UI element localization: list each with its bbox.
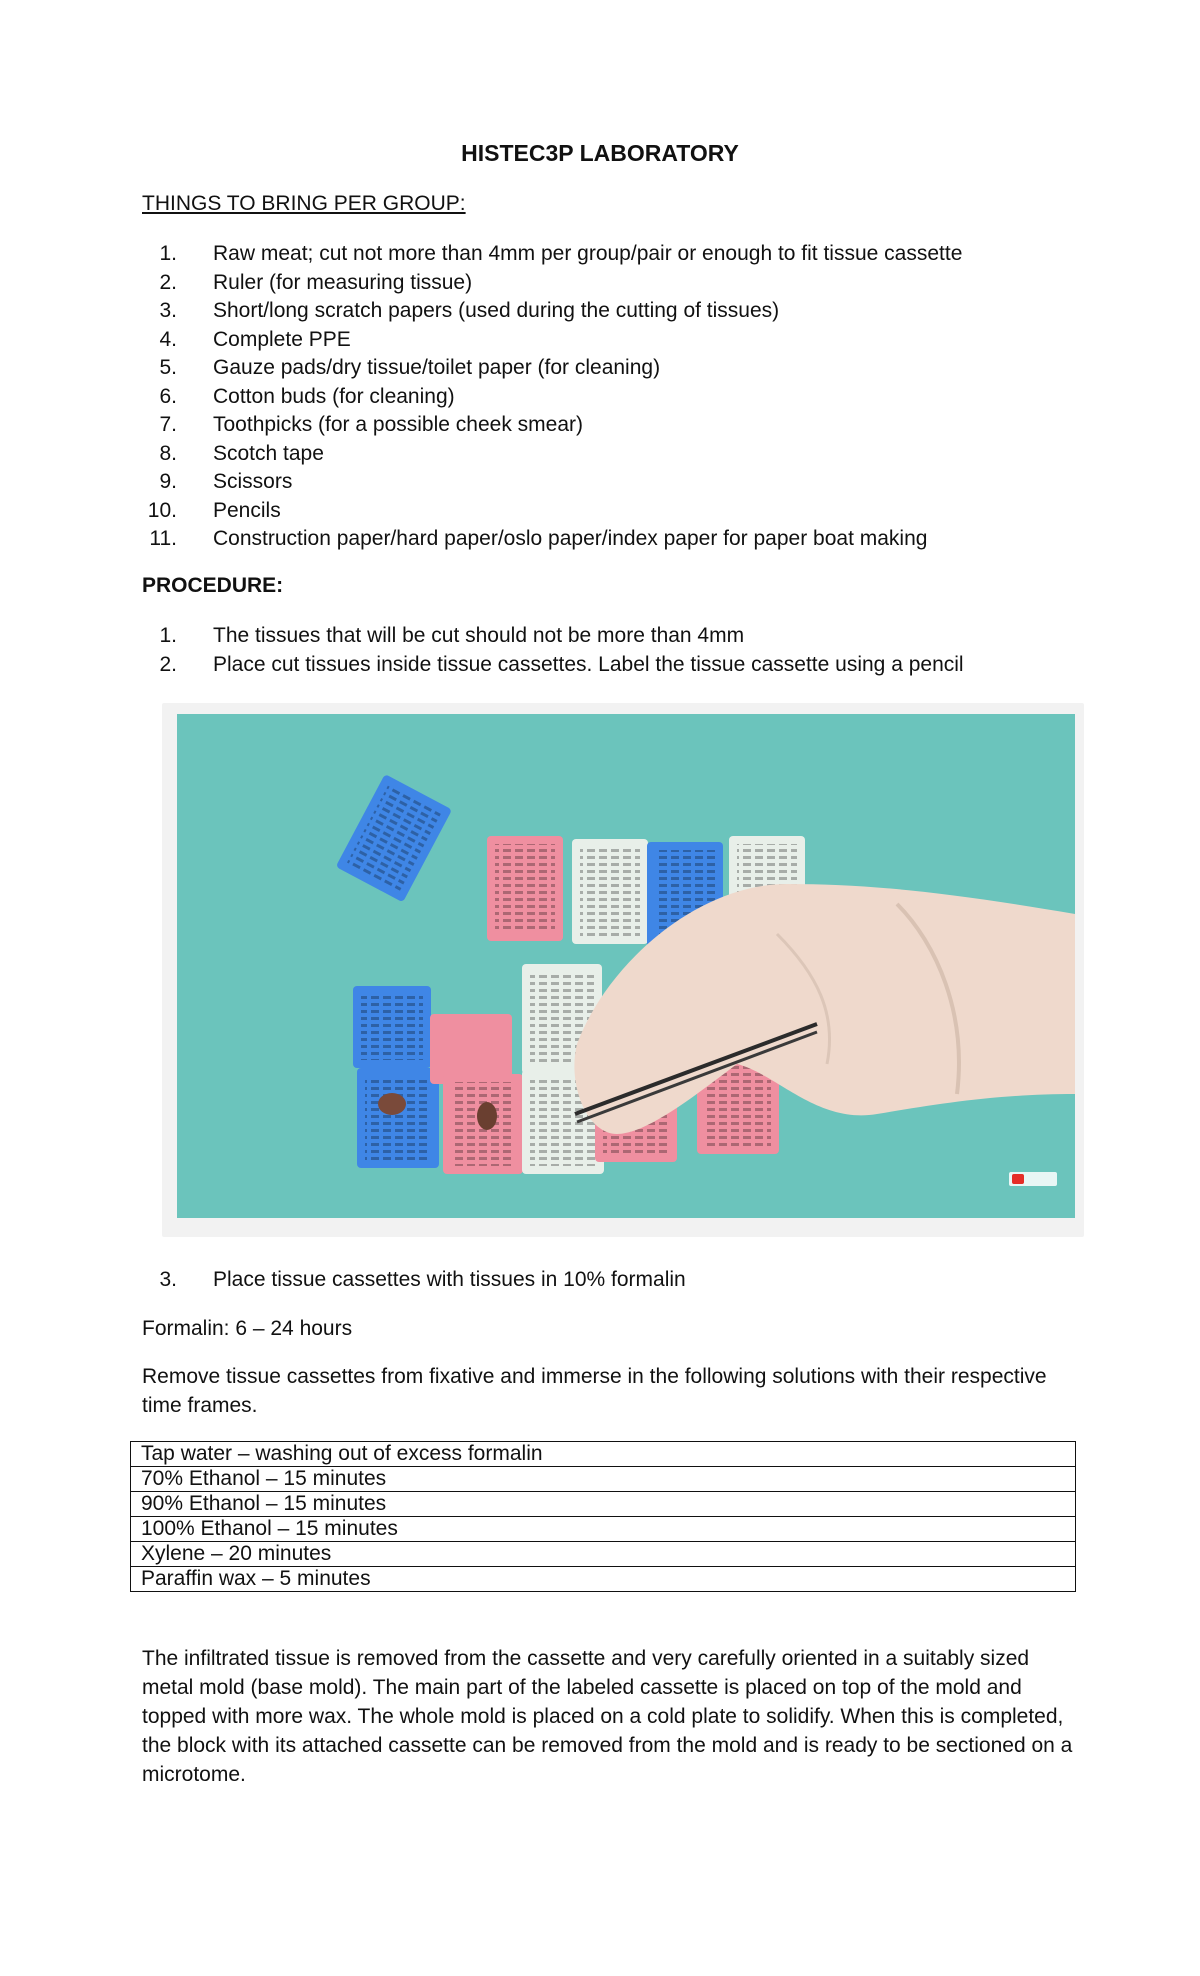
list-item-number: 1. xyxy=(159,624,177,647)
list-item-text: Short/long scratch papers (used during the cutting of tissues) xyxy=(213,299,780,322)
list-item-text: Cotton buds (for cleaning) xyxy=(213,384,455,408)
list-item-number: 6. xyxy=(159,384,177,408)
things-heading: THINGS TO BRING PER GROUP: xyxy=(142,192,466,215)
list-item-text: Pencils xyxy=(213,498,281,522)
list-item-text: Toothpicks (for a possible cheek smear) xyxy=(213,413,583,436)
list-item-number: 11. xyxy=(149,527,177,550)
table-cell: Tap water – washing out of excess formalin xyxy=(131,1442,1076,1467)
list-item-text: Ruler (for measuring tissue) xyxy=(213,270,473,294)
video-badge xyxy=(1009,1172,1057,1186)
list-item-text: Place tissue cassettes with tissues in 10% formalin xyxy=(213,1268,686,1291)
table-row xyxy=(131,1542,1076,1567)
list-item-number: 3. xyxy=(159,299,177,322)
list-item-text: Scissors xyxy=(213,470,293,493)
table-cell: 90% Ethanol – 15 minutes xyxy=(131,1492,1076,1517)
list-item-text: Raw meat; cut not more than 4mm per group/pair or enough to fit tissue cassette xyxy=(213,242,963,265)
table-row xyxy=(131,1442,1076,1467)
solutions-table xyxy=(130,1441,1076,1592)
list-item-number: 1. xyxy=(159,242,177,265)
table-cell: 70% Ethanol – 15 minutes xyxy=(131,1467,1076,1492)
cassette-blue-3 xyxy=(353,986,439,1168)
list-item-number: 8. xyxy=(159,441,177,465)
list-item-number: 4. xyxy=(159,327,177,351)
formalin-line: Formalin: 6 – 24 hours xyxy=(142,1317,353,1340)
table-row xyxy=(131,1567,1076,1592)
list-item-text: Construction paper/hard paper/oslo paper/index paper for paper boat making xyxy=(213,527,928,550)
procedure-heading: PROCEDURE: xyxy=(142,574,284,597)
table-row xyxy=(131,1467,1076,1492)
list-item-number: 7. xyxy=(159,413,177,436)
remove-paragraph: Remove tissue cassettes from fixative and immerse in the following solutions with their respective time frames. xyxy=(142,1365,1047,1417)
table-row xyxy=(131,1492,1076,1517)
cassette-white-1 xyxy=(572,839,648,944)
page-title: HISTEC3P LABORATORY xyxy=(461,140,739,166)
list-item-number: 2. xyxy=(159,270,177,294)
list-item-text: Gauze pads/dry tissue/toilet paper (for cleaning) xyxy=(213,356,661,379)
list-item-number: 2. xyxy=(159,652,177,676)
list-item-number: 3. xyxy=(159,1268,177,1291)
table-cell: Paraffin wax – 5 minutes xyxy=(131,1567,1076,1592)
photo-illustration xyxy=(177,714,1075,1218)
cassette-pink-1 xyxy=(487,836,563,941)
list-item-text: The tissues that will be cut should not be more than 4mm xyxy=(213,624,745,647)
list-item-text: Place cut tissues inside tissue cassettes. Label the tissue cassette using a pencil xyxy=(213,652,964,676)
tissue-cassettes-photo xyxy=(177,714,1075,1218)
list-item-text: Complete PPE xyxy=(213,327,351,351)
list-item-text: Scotch tape xyxy=(213,441,324,465)
table-row xyxy=(131,1517,1076,1542)
table-cell: Xylene – 20 minutes xyxy=(131,1542,1076,1567)
cassette-pink-2 xyxy=(430,1014,523,1174)
table-cell: 100% Ethanol – 15 minutes xyxy=(131,1517,1076,1542)
list-item-number: 10. xyxy=(147,498,177,522)
list-item-number: 9. xyxy=(159,470,177,493)
list-item-number: 5. xyxy=(159,356,177,379)
final-paragraph: The infiltrated tissue is removed from the cassette and very carefully oriented in a suitably sized metal mold (base mold). The main part of the labeled cassette is placed on top of the mold and topped with more wax. The whole mold is placed on a cold plate to solidify. When this is completed, the block with its attached cassette can be removed from the mold and is ready to be sectioned on a microtome. xyxy=(142,1647,1073,1786)
